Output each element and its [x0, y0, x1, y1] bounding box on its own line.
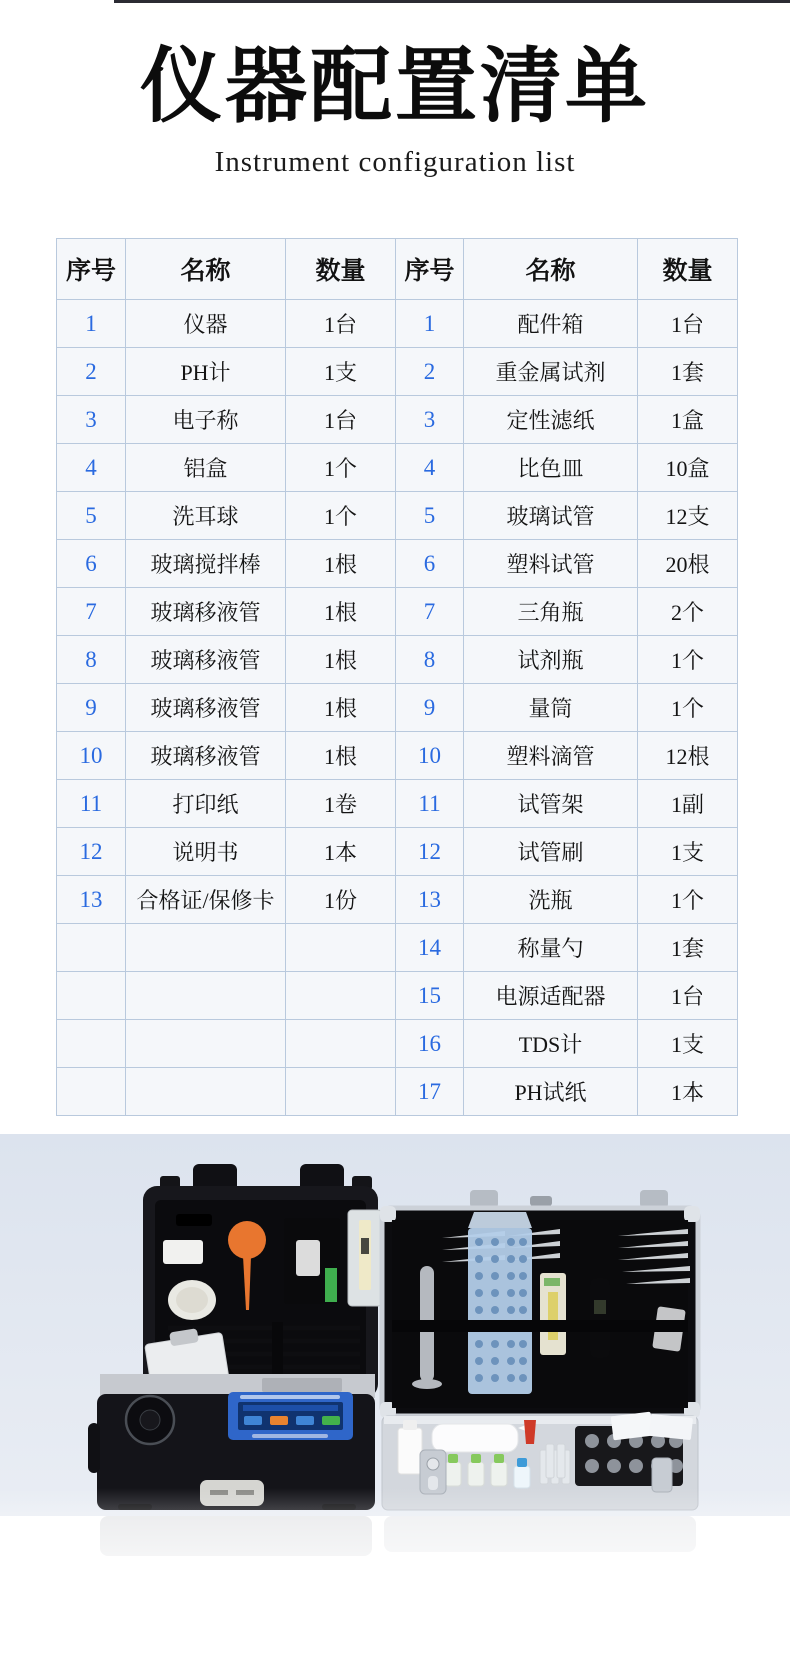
cell-left-no: [57, 1020, 126, 1068]
cell-left-qty: [286, 1068, 396, 1116]
suction-bulb-icon: [228, 1221, 266, 1259]
page-title: 仪器配置清单: [139, 41, 650, 132]
tray-latch-icon: [652, 1458, 672, 1492]
cell-left-no: 10: [57, 732, 126, 780]
table-row: [57, 300, 738, 348]
cell-right-no: 2: [396, 348, 464, 396]
cell-right-name: 塑料试管: [464, 540, 638, 588]
cell-left-no: [57, 924, 126, 972]
stirring-rod-base: [412, 1379, 442, 1389]
cell-left-qty: 1根: [286, 540, 396, 588]
cell-left-no: [57, 1068, 126, 1116]
side-handle: [88, 1423, 100, 1473]
cell-right-name: 塑料滴管: [464, 732, 638, 780]
cell-left-name: 说明书: [126, 828, 286, 876]
cell-left-qty: 1个: [286, 444, 396, 492]
header-right-qty: 数量: [638, 239, 738, 300]
cell-left-qty: [286, 1020, 396, 1068]
table-header-row: [57, 239, 738, 300]
right-case-hinge-icon: [530, 1196, 552, 1206]
header-right-name: 名称: [464, 239, 638, 300]
table-row: [57, 588, 738, 636]
cell-left-name: PH计: [126, 348, 286, 396]
cell-right-qty: 1个: [638, 636, 738, 684]
product-photo: [0, 1128, 790, 1668]
cell-right-name: 试剂瓶: [464, 636, 638, 684]
tds-meter-icon: [590, 1278, 610, 1358]
cell-right-no: 4: [396, 444, 464, 492]
table-row: [57, 924, 738, 972]
cell-left-no: 9: [57, 684, 126, 732]
configuration-table: [56, 238, 738, 1116]
cell-right-no: 3: [396, 396, 464, 444]
green-label: [325, 1268, 337, 1302]
table-row: [57, 492, 738, 540]
cell-right-qty: 1副: [638, 780, 738, 828]
cell-left-no: 5: [57, 492, 126, 540]
cell-right-qty: 1支: [638, 828, 738, 876]
table-row: [57, 876, 738, 924]
cell-right-no: 1: [396, 300, 464, 348]
cell-left-no: 12: [57, 828, 126, 876]
cell-right-name: 试管刷: [464, 828, 638, 876]
cell-right-qty: 1套: [638, 924, 738, 972]
ph-paper-strip: [548, 1292, 558, 1340]
cell-right-no: 15: [396, 972, 464, 1020]
cell-left-no: 13: [57, 876, 126, 924]
cell-right-qty: 20根: [638, 540, 738, 588]
cell-right-qty: 1个: [638, 876, 738, 924]
header-left-qty: 数量: [286, 239, 396, 300]
foam-strap-horizontal: [392, 1320, 688, 1332]
cell-left-qty: 1台: [286, 300, 396, 348]
cell-right-name: 试管架: [464, 780, 638, 828]
white-box-item: [163, 1240, 203, 1264]
table-row: [57, 1068, 738, 1116]
cell-right-no: 11: [396, 780, 464, 828]
screen-button-orange: [270, 1416, 288, 1425]
cell-right-qty: 10盒: [638, 444, 738, 492]
cell-left-qty: 1根: [286, 732, 396, 780]
cell-right-no: 6: [396, 540, 464, 588]
cell-right-no: 9: [396, 684, 464, 732]
cell-right-no: 10: [396, 732, 464, 780]
cell-right-name: 比色皿: [464, 444, 638, 492]
cell-right-name: 配件箱: [464, 300, 638, 348]
cell-left-no: 6: [57, 540, 126, 588]
cell-right-qty: 1套: [638, 348, 738, 396]
cell-right-no: 12: [396, 828, 464, 876]
screen-button-blue: [296, 1416, 314, 1425]
cell-right-qty: 1台: [638, 300, 738, 348]
cell-right-name: 定性滤纸: [464, 396, 638, 444]
table-row: [57, 636, 738, 684]
foam-slot: [176, 1214, 212, 1226]
plastic-bag-top: [468, 1212, 532, 1228]
cell-left-name: 铝盒: [126, 444, 286, 492]
cell-right-qty: 1支: [638, 1020, 738, 1068]
table-row: [57, 444, 738, 492]
tray-latch-icon: [420, 1450, 446, 1494]
cell-right-qty: 1台: [638, 972, 738, 1020]
paper-bag: [611, 1412, 654, 1441]
printer-slot-icon: [262, 1378, 342, 1392]
cell-left-qty: 1根: [286, 684, 396, 732]
cell-right-name: 三角瓶: [464, 588, 638, 636]
cell-right-name: TDS计: [464, 1020, 638, 1068]
glass-vials: [540, 1444, 570, 1484]
screen-caption-line: [240, 1395, 340, 1399]
cell-right-no: 17: [396, 1068, 464, 1116]
screen-footer-line: [252, 1434, 328, 1438]
cell-left-qty: 1卷: [286, 780, 396, 828]
cell-left-no: 11: [57, 780, 126, 828]
cell-right-name: 量筒: [464, 684, 638, 732]
cell-right-name: PH试纸: [464, 1068, 638, 1116]
cell-right-no: 14: [396, 924, 464, 972]
cell-right-name: 称量勺: [464, 924, 638, 972]
cell-right-no: 8: [396, 636, 464, 684]
scale-device-icon: [296, 1240, 320, 1276]
cell-right-qty: 12支: [638, 492, 738, 540]
cell-left-name: 玻璃移液管: [126, 684, 286, 732]
bottom-fade: [0, 1488, 790, 1668]
cell-right-name: 电源适配器: [464, 972, 638, 1020]
corner-cap: [380, 1206, 396, 1222]
cell-left-no: [57, 972, 126, 1020]
cell-right-qty: 2个: [638, 588, 738, 636]
cell-right-name: 重金属试剂: [464, 348, 638, 396]
ph-meter-screen: [361, 1238, 369, 1254]
screen-button-green: [322, 1416, 340, 1425]
cell-left-no: 8: [57, 636, 126, 684]
cell-left-qty: 1份: [286, 876, 396, 924]
instrument-cases-illustration: [0, 1128, 790, 1668]
cell-left-qty: 1本: [286, 828, 396, 876]
header-left-name: 名称: [126, 239, 286, 300]
cell-left-qty: 1台: [286, 396, 396, 444]
cell-left-no: 3: [57, 396, 126, 444]
corner-cap: [684, 1206, 700, 1222]
cell-right-no: 5: [396, 492, 464, 540]
cell-left-name: [126, 972, 286, 1020]
table-row: [57, 732, 738, 780]
screen-titlebar: [243, 1405, 338, 1411]
cell-left-no: 4: [57, 444, 126, 492]
cell-left-qty: [286, 924, 396, 972]
cell-right-no: 7: [396, 588, 464, 636]
cell-right-name: 玻璃试管: [464, 492, 638, 540]
right-case-latch-icon: [470, 1190, 498, 1208]
cell-left-qty: 1根: [286, 588, 396, 636]
cell-right-qty: 1个: [638, 684, 738, 732]
cell-left-qty: [286, 972, 396, 1020]
tds-meter-screen: [594, 1300, 606, 1314]
cell-left-name: [126, 1020, 286, 1068]
right-case-latch-icon: [640, 1190, 668, 1208]
cell-left-qty: 1根: [286, 636, 396, 684]
cell-left-qty: 1支: [286, 348, 396, 396]
page-subtitle: Instrument configuration list: [214, 146, 576, 178]
header-right-no: 序号: [396, 239, 464, 300]
cell-left-name: 电子称: [126, 396, 286, 444]
cell-right-qty: 1盒: [638, 396, 738, 444]
cell-left-no: 1: [57, 300, 126, 348]
header-left-no: 序号: [57, 239, 126, 300]
table-row: [57, 396, 738, 444]
table-row: [57, 1020, 738, 1068]
paper-bag: [649, 1414, 693, 1440]
top-border-line: [114, 0, 790, 3]
cell-right-qty: 1本: [638, 1068, 738, 1116]
right-accessory-case: [380, 1190, 700, 1510]
cell-left-qty: 1个: [286, 492, 396, 540]
cell-right-name: 洗瓶: [464, 876, 638, 924]
ph-paper-logo: [544, 1278, 560, 1286]
cell-left-name: 仪器: [126, 300, 286, 348]
table-row: [57, 828, 738, 876]
cell-left-name: 打印纸: [126, 780, 286, 828]
cell-right-no: 13: [396, 876, 464, 924]
cell-left-name: 玻璃移液管: [126, 588, 286, 636]
aluminum-dish-inner: [176, 1287, 208, 1313]
cell-left-name: [126, 924, 286, 972]
cell-left-no: 7: [57, 588, 126, 636]
table-row: [57, 780, 738, 828]
table-row: [57, 540, 738, 588]
cell-left-name: 玻璃搅拌棒: [126, 540, 286, 588]
cell-left-name: 玻璃移液管: [126, 732, 286, 780]
white-bottle-icon: [398, 1428, 422, 1474]
cell-left-name: 玻璃移液管: [126, 636, 286, 684]
cell-left-name: 合格证/保修卡: [126, 876, 286, 924]
white-bottle-cap: [403, 1420, 417, 1430]
red-sprayer-icon: [524, 1420, 536, 1444]
table-row: [57, 684, 738, 732]
screen-button-blue: [244, 1416, 262, 1425]
wash-bottle-icon: [432, 1424, 518, 1452]
cell-left-no: 2: [57, 348, 126, 396]
cell-left-name: [126, 1068, 286, 1116]
ph-meter-icon: [359, 1220, 371, 1290]
cell-right-no: 16: [396, 1020, 464, 1068]
cell-right-qty: 12根: [638, 732, 738, 780]
rotary-dial-center: [140, 1410, 160, 1430]
cell-left-name: 洗耳球: [126, 492, 286, 540]
table-row: [57, 348, 738, 396]
table-row: [57, 972, 738, 1020]
